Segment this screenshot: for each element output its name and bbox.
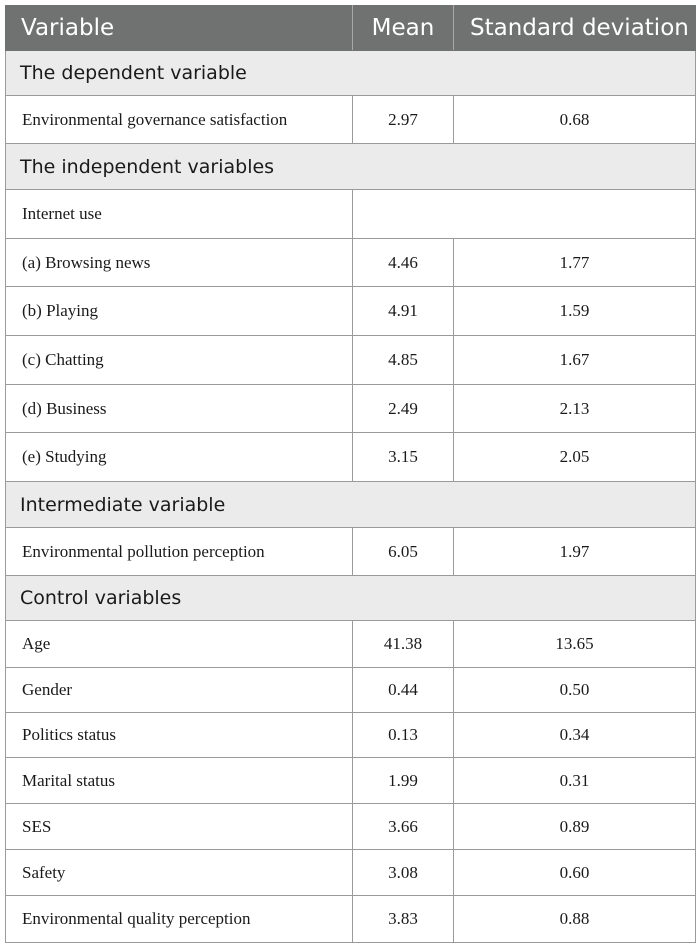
table-row xyxy=(6,336,696,385)
section-label: The independent variables xyxy=(6,144,696,190)
table-row xyxy=(6,758,696,804)
row-sd: 1.77 xyxy=(454,239,696,287)
row-label: Gender xyxy=(6,668,353,713)
row-sd: 0.31 xyxy=(454,758,696,804)
row-mean: 2.97 xyxy=(353,96,454,144)
section-row-intermediate xyxy=(6,482,696,528)
table-row xyxy=(6,804,696,850)
table-row xyxy=(6,896,696,943)
row-mean: 6.05 xyxy=(353,528,454,576)
table-row xyxy=(6,528,696,576)
row-label: (a) Browsing news xyxy=(6,239,353,287)
header-variable: Variable xyxy=(6,6,353,51)
descriptive-statistics-table xyxy=(5,5,696,943)
row-empty-values xyxy=(353,190,696,239)
header-standard-deviation: Standard deviation xyxy=(454,6,696,51)
row-mean: 4.91 xyxy=(353,287,454,336)
table-header-row xyxy=(6,6,696,51)
section-row-control xyxy=(6,576,696,621)
row-label: (d) Business xyxy=(6,385,353,433)
row-mean: 0.13 xyxy=(353,713,454,758)
row-sd: 1.67 xyxy=(454,336,696,385)
section-label: Control variables xyxy=(6,576,696,621)
row-sd: 0.50 xyxy=(454,668,696,713)
row-mean: 3.83 xyxy=(353,896,454,943)
row-label: Environmental pollution perception xyxy=(6,528,353,576)
row-sd: 0.34 xyxy=(454,713,696,758)
table-row xyxy=(6,287,696,336)
row-label: Environmental governance satisfaction xyxy=(6,96,353,144)
row-sd: 2.13 xyxy=(454,385,696,433)
row-sd: 13.65 xyxy=(454,621,696,668)
section-row-dependent xyxy=(6,51,696,96)
row-mean: 4.85 xyxy=(353,336,454,385)
row-label: Safety xyxy=(6,850,353,896)
table-row xyxy=(6,96,696,144)
table-row xyxy=(6,850,696,896)
row-mean: 3.08 xyxy=(353,850,454,896)
row-mean: 3.66 xyxy=(353,804,454,850)
row-label: Internet use xyxy=(6,190,353,239)
row-sd: 0.60 xyxy=(454,850,696,896)
row-label: SES xyxy=(6,804,353,850)
header-mean: Mean xyxy=(353,6,454,51)
row-sd: 0.88 xyxy=(454,896,696,943)
row-label: Marital status xyxy=(6,758,353,804)
table-row xyxy=(6,621,696,668)
row-sd: 1.97 xyxy=(454,528,696,576)
row-mean: 41.38 xyxy=(353,621,454,668)
table-row xyxy=(6,385,696,433)
table-row xyxy=(6,190,696,239)
row-mean: 3.15 xyxy=(353,433,454,482)
row-label: (e) Studying xyxy=(6,433,353,482)
row-mean: 4.46 xyxy=(353,239,454,287)
section-label: Intermediate variable xyxy=(6,482,696,528)
row-sd: 0.68 xyxy=(454,96,696,144)
section-label: The dependent variable xyxy=(6,51,696,96)
row-label: Environmental quality perception xyxy=(6,896,353,943)
table-row xyxy=(6,668,696,713)
row-sd: 2.05 xyxy=(454,433,696,482)
row-label: Politics status xyxy=(6,713,353,758)
row-mean: 0.44 xyxy=(353,668,454,713)
table-row xyxy=(6,239,696,287)
table-row xyxy=(6,713,696,758)
row-label: Age xyxy=(6,621,353,668)
row-label: (c) Chatting xyxy=(6,336,353,385)
table-row xyxy=(6,433,696,482)
row-mean: 1.99 xyxy=(353,758,454,804)
section-row-independent xyxy=(6,144,696,190)
row-mean: 2.49 xyxy=(353,385,454,433)
row-sd: 0.89 xyxy=(454,804,696,850)
row-sd: 1.59 xyxy=(454,287,696,336)
row-label: (b) Playing xyxy=(6,287,353,336)
